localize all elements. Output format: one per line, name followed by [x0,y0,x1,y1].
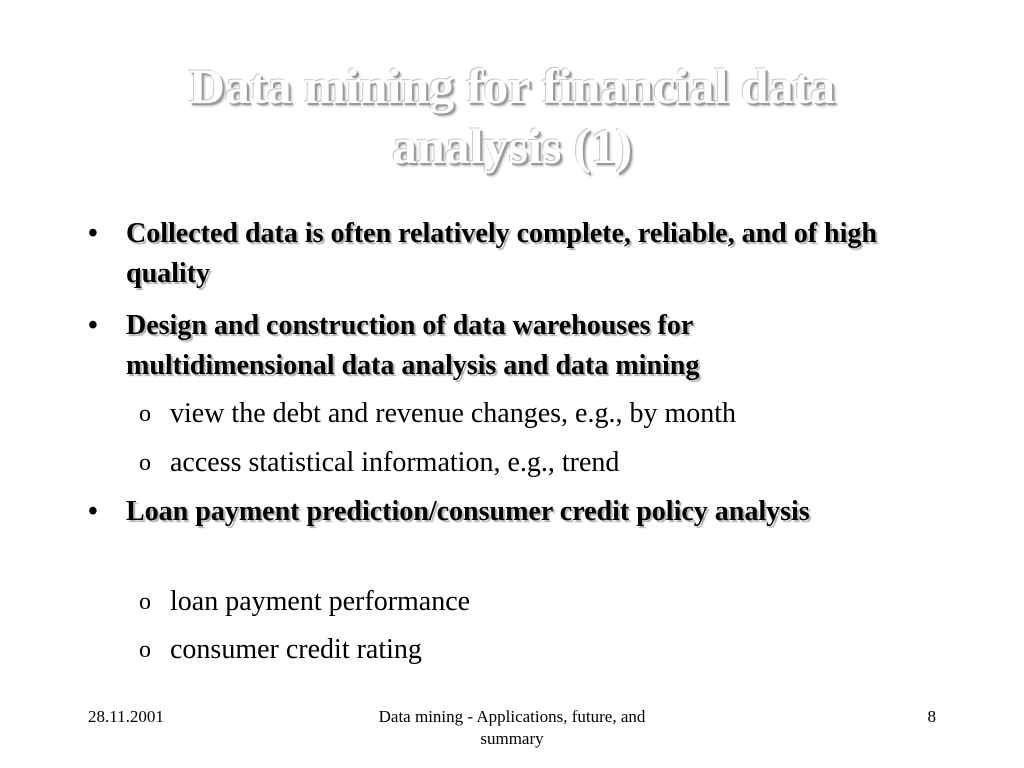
sub-bullet-item [139,630,899,670]
footer-title: Data mining - Applications, future, and summary [378,707,646,748]
bullet-item [88,492,888,532]
bullet-text: Design and construction of data warehouses for multidimensional data analysis and data mining [126,310,700,381]
bullet-marker: • [88,218,98,249]
sub-bullet-marker: o [139,589,151,615]
sub-bullet-item [139,582,899,622]
sub-bullet-item [139,394,899,434]
sub-bullet-marker: o [139,401,151,427]
sub-bullet-text: view the debt and revenue changes, e.g., by month [170,398,737,429]
bullet-item [88,214,888,294]
bullet-marker: • [88,496,98,527]
sub-bullet-item [139,443,899,483]
sub-bullet-marker: o [139,450,151,476]
bullet-item [88,306,888,386]
bullet-text: Loan payment prediction/consumer credit policy analysis [126,496,810,527]
slide-title: Data mining for financial data analysis (1) [188,58,836,174]
sub-bullet-text: access statistical information, e.g., trend [170,447,620,478]
bullet-marker: • [88,310,98,341]
sub-bullet-text: consumer credit rating [170,634,422,665]
sub-bullet-marker: o [139,637,151,663]
footer-date: 28.11.2001 [88,707,164,726]
page-number: 8 [927,707,936,726]
sub-bullet-text: loan payment performance [170,586,471,617]
bullet-text: Collected data is often relatively complete, reliable, and of high quality [126,218,877,289]
